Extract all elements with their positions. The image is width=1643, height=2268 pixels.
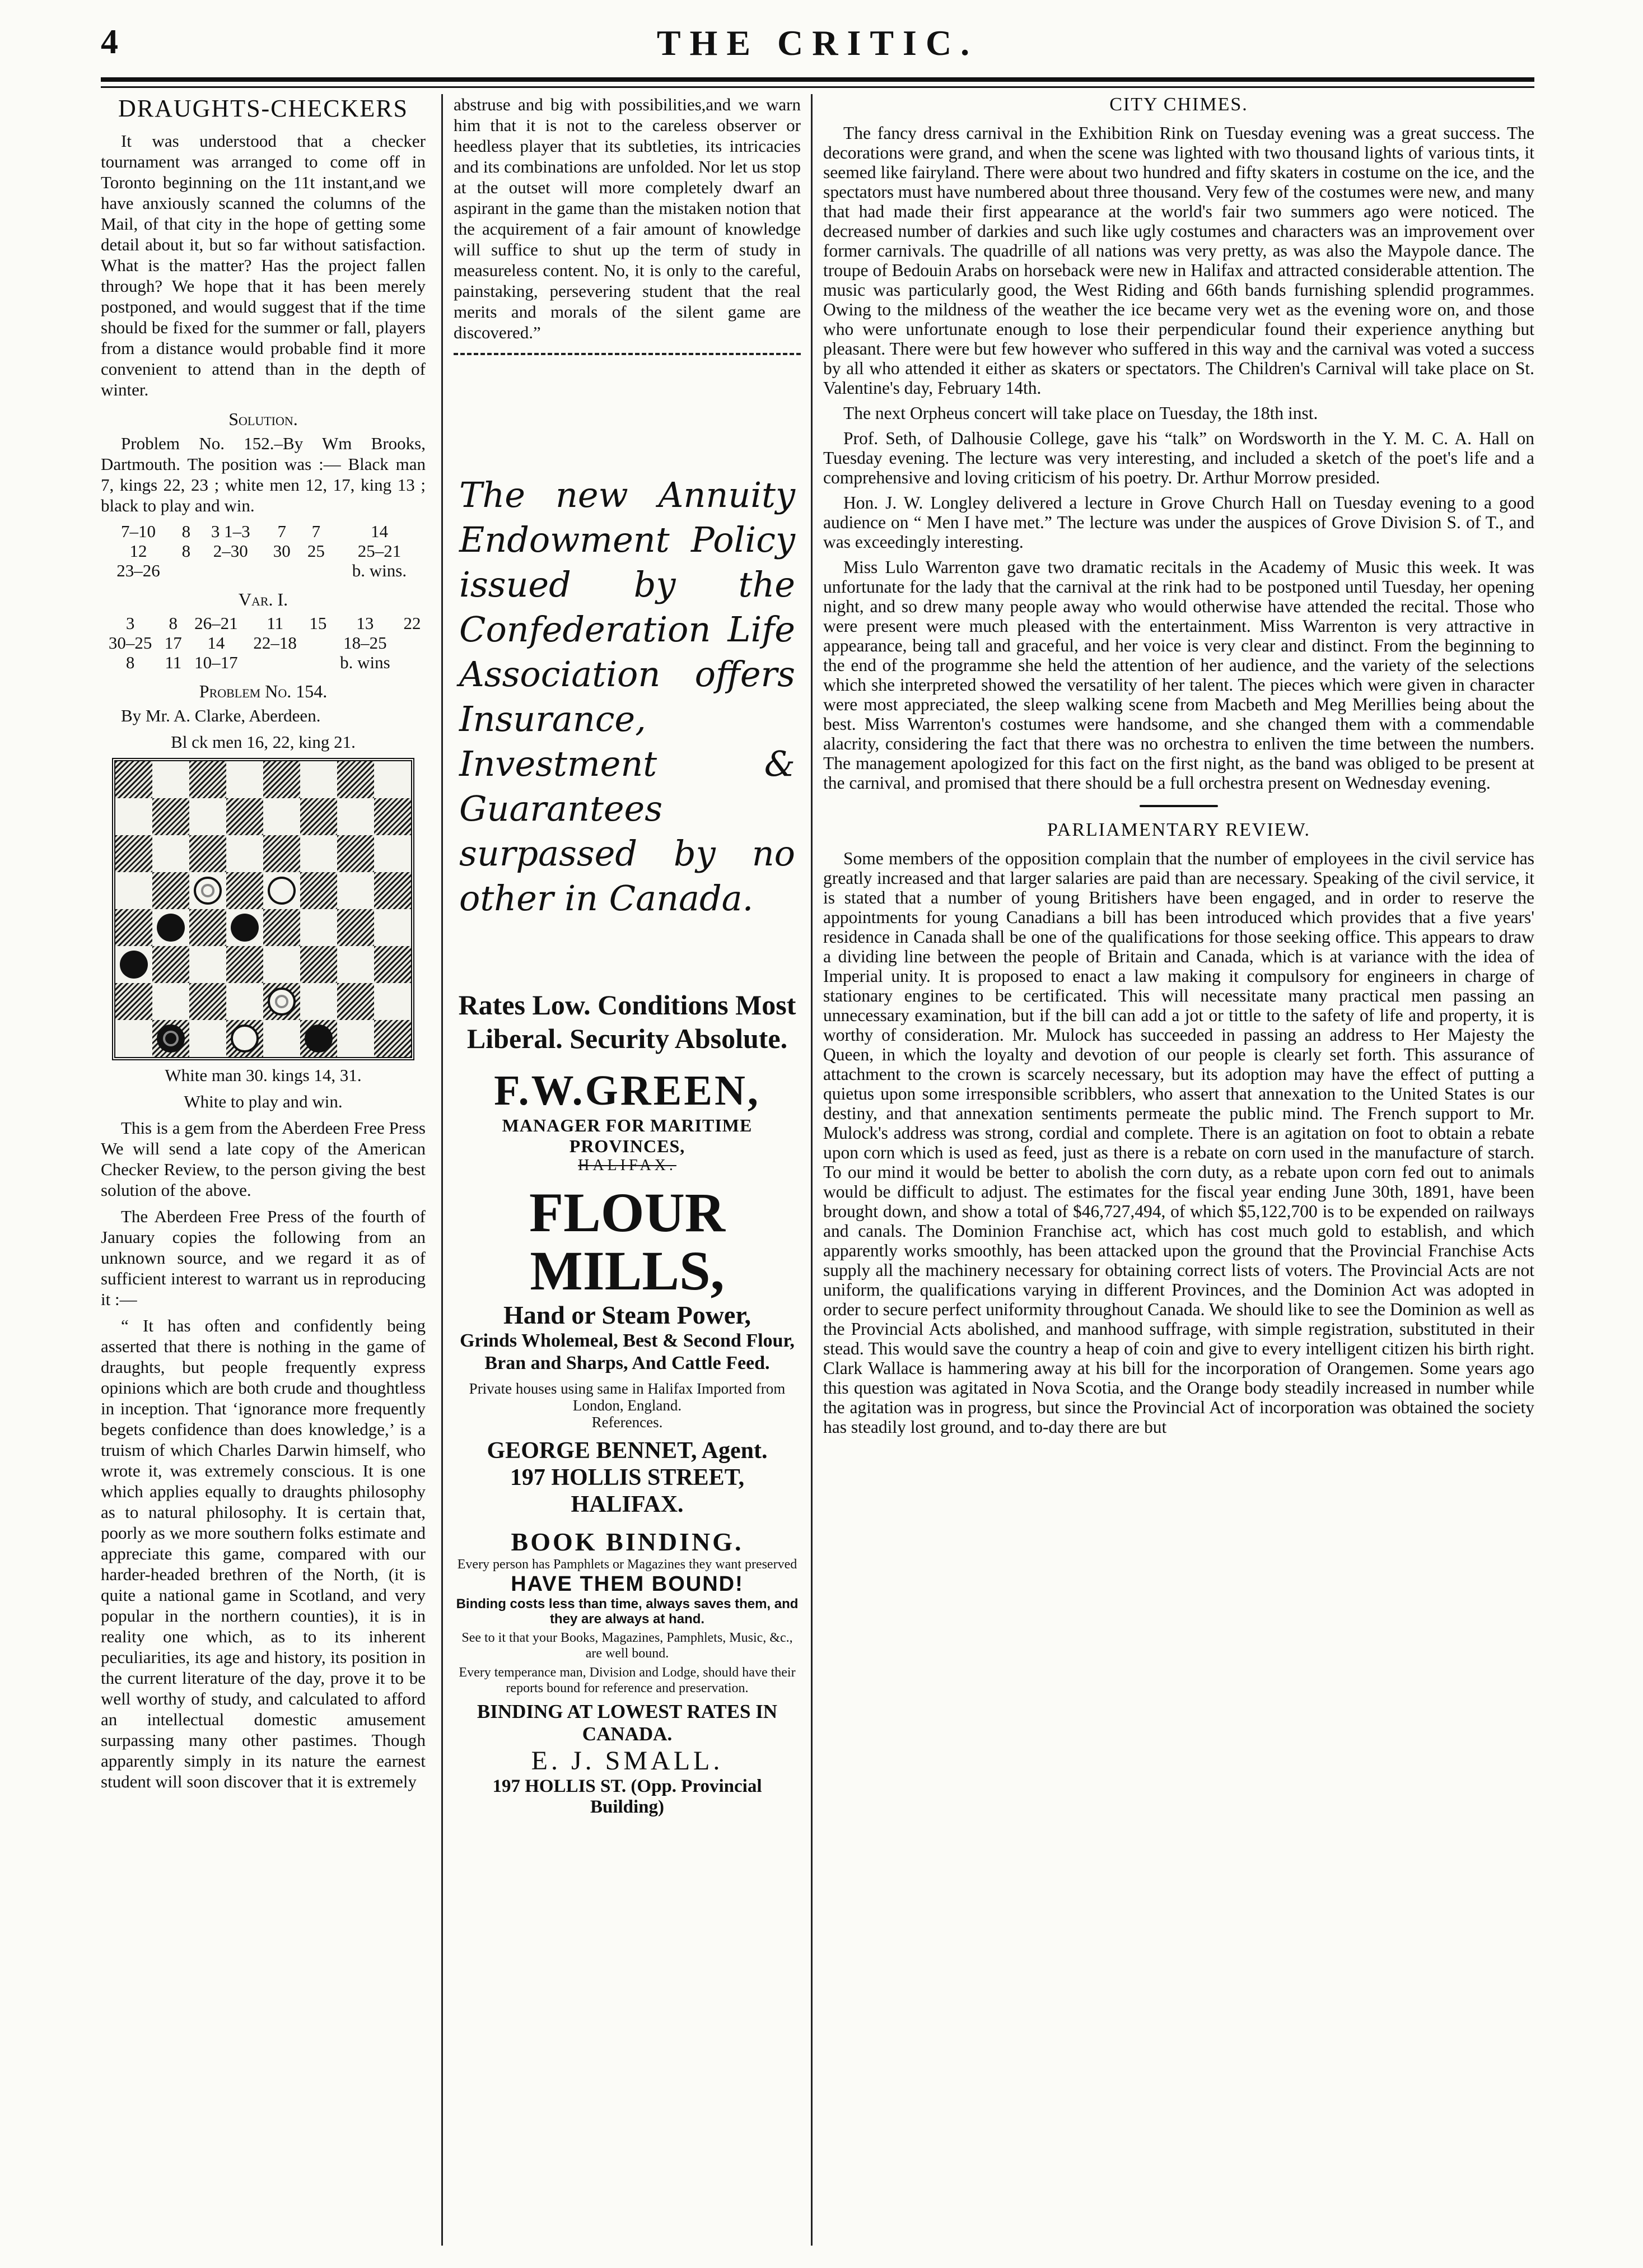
board-square xyxy=(115,761,152,798)
board-square xyxy=(226,835,263,872)
binding-name: E. J. SMALL. xyxy=(531,1746,724,1776)
board-square xyxy=(115,1020,152,1057)
move-cell: 22–18 xyxy=(253,633,297,653)
problem-154-play: White to play and win. xyxy=(184,1092,343,1111)
annuity-ad: The new Annuity Endowment Policy issued by the Confederation Life Association offers Insurance, Investment & Guarantees surpassed by no other in Canada. xyxy=(459,474,795,919)
solution-moves xyxy=(101,521,426,580)
board-square xyxy=(337,1020,374,1057)
draughts-quote-continued: abstruse and big with possibilities,and we warn him that it is not to the careless observer or heedless player that its subtleties, its intricacies and its combinations are unfolded. Nor let us stop at the outset will more completely dwarf an aspirant in the game than the mistaken notion that the acquirement of a fair amount of knowledge will suffice to shut up the term of study in measureless content. No, it is only to the careful, painstaking, persevering student that the real merits and morals of the silent game are discovered.” xyxy=(454,95,801,342)
move-cell: 17 xyxy=(164,633,182,653)
flour-mills-houses: Private houses using same in Halifax Imported from London, England. xyxy=(469,1380,786,1414)
board-square xyxy=(189,761,226,798)
solution-heading: Solution. xyxy=(228,409,298,429)
board-square xyxy=(152,1020,189,1057)
problem-154-black: Bl ck men 16, 22, king 21. xyxy=(171,732,356,752)
move-cell: 8 xyxy=(169,613,178,633)
board-square xyxy=(189,798,226,835)
section-heading-parliament: PARLIAMENTARY REVIEW. xyxy=(1047,819,1310,840)
move-cell: 3 1–3 xyxy=(211,521,250,541)
move-cell: 7–10 xyxy=(120,521,156,541)
move-cell: 7 xyxy=(277,521,286,541)
board-square xyxy=(115,983,152,1020)
problem-152: Problem No. 152.–By Wm Brooks, Dartmouth. The position was :— Black man 7, kings 22, 23 ; white men 12, 17, king 13 ; black to play and win. xyxy=(101,434,426,515)
move-cell xyxy=(305,633,332,653)
binding-address: 197 HOLLIS ST. (Opp. Provincial Building) xyxy=(492,1776,762,1817)
board-square xyxy=(115,872,152,909)
move-cell: 3 xyxy=(125,613,135,633)
section-heading-city-chimes: CITY CHIMES. xyxy=(1109,94,1248,115)
move-cell: 12 xyxy=(129,541,147,561)
checker-king-piece xyxy=(268,988,296,1016)
board-square xyxy=(263,761,300,798)
binding-see: See to it that your Books, Magazines, Pamphlets, Music, &c., are well bound. xyxy=(461,1631,793,1661)
board-square xyxy=(226,872,263,909)
move-cell: 14 xyxy=(370,521,388,541)
city-carnival: The fancy dress carnival in the Exhibition Rink on Tuesday evening was a great success. The decorations were grand, and when the scene was lighted with two thousand lights of various tints, it seemed like fairyland. There were about two hundred and fifty skaters in costume on the ice, and the spectators must have numbered about three thousand. Very few of the costumes were new, and many that had made their first appearance at the world's fair two summers ago were noticed. The decreased number of darkies and such like ugly costumes and characters was an improvement over former carnivals. The quadrille of all nations was very pretty, as was also the Maypole dance. The troupe of Bedouin Arabs on horseback were new in Halifax and attracted considerable attention. The music was particularly good, the West Riding and 66th bands furnishing splendid programmes. Owing to the mildness of the weather the ice became very wet as the evening wore on, and those who were unfortunate enough to lose their perpendicular found their experience anything but pleasant. There were but few however who suffered in this way and the carnival was voted a success by all who attended it either as skaters or spectators. The Children's Carnival will take place on St. Valentine's day, February 14th. xyxy=(823,123,1534,398)
board-square xyxy=(263,872,300,909)
board-square xyxy=(374,835,411,872)
board-square xyxy=(263,946,300,983)
move-cell: 8 xyxy=(125,653,135,672)
insurance-ad xyxy=(454,988,801,1175)
board-square xyxy=(115,798,152,835)
board-square xyxy=(152,872,189,909)
move-cell: 18–25 xyxy=(343,633,387,653)
checker-piece xyxy=(120,951,148,979)
checker-king-piece xyxy=(157,1024,185,1052)
board-square xyxy=(374,798,411,835)
problem-154-white: White man 30. kings 14, 31. xyxy=(165,1065,362,1085)
moves-row xyxy=(101,653,426,672)
board-square xyxy=(263,983,300,1020)
checker-piece xyxy=(231,914,259,942)
board-square xyxy=(226,761,263,798)
move-cell: 11 xyxy=(165,653,182,672)
column-draughts xyxy=(101,94,426,2246)
binding-lowest-rates: BINDING AT LOWEST RATES IN CANADA. xyxy=(477,1701,778,1745)
move-cell: 15 xyxy=(309,613,327,633)
book-binding-sub: Every person has Pamphlets or Magazines they want preserved xyxy=(457,1557,797,1572)
board-square xyxy=(300,798,337,835)
board-square xyxy=(115,909,152,946)
move-cell: 11 xyxy=(267,613,284,633)
board-square xyxy=(337,798,374,835)
variation-moves xyxy=(101,613,426,672)
board-square xyxy=(374,872,411,909)
board-square xyxy=(152,761,189,798)
agent-name: F.W.GREEN, xyxy=(494,1067,760,1114)
board-square xyxy=(300,1020,337,1057)
board-square xyxy=(152,909,189,946)
column-divider xyxy=(441,94,443,2246)
board-square xyxy=(300,872,337,909)
city-orpheus: The next Orpheus concert will take place on Tuesday, the 18th inst. xyxy=(843,403,1318,423)
move-cell xyxy=(246,653,305,672)
moves-row xyxy=(101,561,426,580)
ornamental-divider xyxy=(1140,805,1218,807)
checker-piece xyxy=(231,1024,259,1052)
parliament-review: Some members of the opposition complain that the number of employees in the civil service has greatly increased and that larger salaries are paid than are necessary. Speaking of the civil service, it is stated that a number of young Britishers have been engaged, and in order to reserve the appointments for young Canadians a bill has been introduced which provides that a five years' residence in Canada shall be one of the qualifications for those seeking office. This appears to draw a dividing line between the people of Britain and Canada, which is at variance with the idea of Imperial unity. It is proposed to enact a law making it compulsory for engineers in charge of stationary engines to be certificated. This will necessitate many practical men passing an unnecessary examination, but if the bill can add a jot or tittle to the safety of life and property, it is worthy of consideration. Mr. Mulock has succeeded in passing an address to Her Majesty the Queen, in which the loyalty and devotion of our people is clearly set forth. This assurance of attachment to the crown is scarcely necessary, but its adoption may have the effect of putting a quietus upon some irresponsible scribblers, who assert that annexation to the United States is our destiny, and that annexation sentiments permeate the public mind. The French support to Mr. Mulock's address was strong, cordial and complete. There is an agitation on foot to obtain a rebate upon corn which is used as feed, just as there is a rebate on corn used in the manufacture of starch. To our mind it would be better to abolish the corn duty, as a rebate upon corn fed out to animals would be difficult to adjust. The estimates for the fiscal year ending June 30th, 1891, have been brought down, and show a total of $46,727,494, of which $5,122,700 is to be expended on railways and canals. The Dominion Franchise act, which has cost much gold to establish, and which apparently works smoothly, has been attacked upon the ground that the Provincial Franchise Acts supply all the machinery necessary for obtaining correct lists of voters. The Provincial Acts are not uniform, the qualifications varying in different Provinces, and the Dominion Act was adopted in order to secure perfect uniformity throughout Canada. We should like to see the Dominion as well as the Provincial Acts abolished, and manhood suffrage, with simple registration, substituted in their stead. This would save the country a heap of coin and give to every intelligent citizen his birth right. Clark Wallace is hammering away at his bill for the incorporation of Orangemen. Some years ago this question was agitated in Nova Scotia, and the Orange body steadily increased in number while the agitation was in progress, but since the Provincial Act of incorporation was obtained the society has steadily lost ground, and to-day there are but xyxy=(823,849,1534,1437)
board-square xyxy=(189,872,226,909)
flour-mills-power: Hand or Steam Power, xyxy=(503,1301,752,1329)
move-cell: b. wins. xyxy=(352,561,407,580)
board-square xyxy=(152,835,189,872)
column-divider xyxy=(811,94,813,2246)
checker-king-piece xyxy=(194,877,222,905)
board-square xyxy=(374,761,411,798)
section-heading-draughts: DRAUGHTS-CHECKERS xyxy=(118,95,409,122)
binding-temperance: Every temperance man, Division and Lodge, should have their reports bound for reference and preservation. xyxy=(459,1665,796,1696)
board-square xyxy=(374,1020,411,1057)
moves-row xyxy=(101,521,426,541)
book-binding-title: BOOK BINDING. xyxy=(511,1527,744,1556)
variation-heading: Var. I. xyxy=(238,589,288,609)
board-square xyxy=(337,946,374,983)
flour-mills-references: References. xyxy=(591,1414,663,1431)
move-cell: 25 xyxy=(307,541,325,561)
flour-mills-title: FLOUR MILLS, xyxy=(529,1181,725,1302)
flour-mills-ad xyxy=(454,1181,801,1518)
board-square xyxy=(189,1020,226,1057)
board-square xyxy=(300,983,337,1020)
aberdeen-note: The Aberdeen Free Press of the fourth of January copies the following from an unknown source, and we regard it as of sufficient interest to warrant us in reproducing it :— xyxy=(101,1207,426,1309)
move-cell: 14 xyxy=(207,633,225,653)
board-square xyxy=(263,1020,300,1057)
board-square xyxy=(374,983,411,1020)
checker-piece xyxy=(157,914,185,942)
move-cell xyxy=(265,561,299,580)
problem-154-heading: Problem No. 154. xyxy=(199,681,328,701)
board-square xyxy=(189,946,226,983)
board-square xyxy=(152,946,189,983)
column-news xyxy=(823,94,1534,2246)
board-square xyxy=(226,909,263,946)
rates-text: Rates Low. Conditions Most Liberal. Security Absolute. xyxy=(458,989,796,1054)
move-cell: b. wins xyxy=(340,653,390,672)
checker-board xyxy=(112,758,414,1060)
move-cell: 22 xyxy=(403,613,421,633)
checker-piece xyxy=(305,1024,333,1052)
board-square xyxy=(152,798,189,835)
flour-mills-grinds: Grinds Wholemeal, Best & Second Flour, Bran and Sharps, And Cattle Feed. xyxy=(460,1330,795,1373)
board-square xyxy=(115,835,152,872)
move-cell: 8 xyxy=(181,541,191,561)
column-advertisements xyxy=(454,94,801,2246)
board-square xyxy=(226,1020,263,1057)
flour-agent: GEORGE BENNET, Agent. xyxy=(487,1438,768,1464)
board-square xyxy=(189,909,226,946)
move-cell: 10–17 xyxy=(194,653,238,672)
have-them-bound: HAVE THEM BOUND! xyxy=(511,1572,744,1596)
board-square xyxy=(152,983,189,1020)
move-cell: 30–25 xyxy=(108,633,152,653)
move-cell: 26–21 xyxy=(194,613,238,633)
move-cell: 8 xyxy=(181,521,191,541)
moves-row xyxy=(101,613,426,633)
board-square xyxy=(300,761,337,798)
city-longley: Hon. J. W. Longley delivered a lecture in Grove Church Hall on Tuesday evening to a good audience on “ Men I have met.” The lecture was under the auspices of Grove Division S. of T., and was exceedingly interesting. xyxy=(823,493,1534,552)
board-square xyxy=(300,946,337,983)
moves-row xyxy=(101,633,426,653)
moves-row xyxy=(101,541,426,561)
move-cell xyxy=(299,561,333,580)
board-square xyxy=(226,983,263,1020)
page-number: 4 xyxy=(101,23,118,61)
board-square xyxy=(300,909,337,946)
board-square xyxy=(189,983,226,1020)
board-square xyxy=(337,761,374,798)
manager-title: MANAGER FOR MARITIME PROVINCES, xyxy=(502,1115,753,1156)
city-warrenton: Miss Lulo Warrenton gave two dramatic recitals in the Academy of Music this week. It was unfortunate for the lady that the carnival at the rink had to be postponed until Tuesday, her opening night, and so drew many people away who would otherwise have attended the recital. Those who were present were much pleased with the entertainment. Miss Warrenton is very attractive in appearance, being tall and graceful, and her voice is very clear and distinct. From the beginning to the end of the programme she held the attention of her audience, and the variety of the selections which she interpreted showed the versatility of her talent. The pieces which were given in character were most appreciated, the sleep walking scene from Macbeth and Meg Merillies being about the best. Miss Warrenton's costumes were handsome, and she changed them with a commendable alacrity, considering the fact that there was no orchestra to enliven the time between the numbers. The management apologized for this fact on the first night, as the band was obliged to be present at the carnival, and promised that there should be a full orchestra present on Wednesday evening. xyxy=(823,557,1534,793)
move-cell xyxy=(399,633,426,653)
move-cell: 2–30 xyxy=(213,541,248,561)
section-divider xyxy=(454,353,801,355)
masthead-rule xyxy=(101,77,1534,82)
board-square xyxy=(189,835,226,872)
board-square xyxy=(226,946,263,983)
masthead-title: THE CRITIC. xyxy=(656,23,979,63)
draughts-intro: It was understood that a checker tournament was arranged to come off in Toronto beginning on the 11t instant,and we have anxiously scanned the columns of the Mail, of that city in the hope of getting some detail about it, but so far without satisfaction. What is the matter? Has the project fallen through? We hope that it has been merely postponed, and would suggest that if the time should be fixed for the summer or fall, players from a distance would probable find it more convenient to attend than in the depth of winter. xyxy=(101,131,426,399)
board-square xyxy=(263,798,300,835)
checker-piece xyxy=(268,877,296,905)
board-square xyxy=(263,909,300,946)
move-cell: 23–26 xyxy=(116,561,160,580)
board-square xyxy=(374,946,411,983)
board-square xyxy=(337,983,374,1020)
move-cell: 25–21 xyxy=(357,541,402,561)
draughts-quote: “ It has often and confidently being asserted that there is nothing in the game of draughts, but people frequently express opinions which are both crude and thoughtless in inception. That ‘ignorance more frequently begets confidence than does knowledge,’ is a truism of which Charles Darwin himself, who wrote it, was extremely conscious. It is one which applies equally to draughts philosophy as to natural philosophy. It is certain that, poorly as we more southern folks estimate and appreciate this game, compared with our harder-headed brethren of the North, (it is quite a national game in Scotland, and very popular in the northern counties), it is in reality one which, as to its inherent peculiarities, its age and history, its position in the current literature of the day, prove it to be well worthy of study, and calculated to afford an intellectual domestic amusement surpassing many other pastimes. Though apparently simply in its nature the earnest student will soon discover that it is extremely xyxy=(101,1316,426,1791)
board-square xyxy=(374,909,411,946)
move-cell: 13 xyxy=(356,613,374,633)
move-cell xyxy=(399,653,426,672)
board-square xyxy=(300,835,337,872)
masthead xyxy=(101,22,1534,73)
agent-city: HALIFAX. xyxy=(578,1157,676,1174)
move-cell xyxy=(176,561,197,580)
masthead-rule-thin xyxy=(101,86,1534,88)
board-square xyxy=(337,835,374,872)
board-square xyxy=(337,872,374,909)
move-cell: 30 xyxy=(273,541,291,561)
move-cell xyxy=(305,653,332,672)
board-square xyxy=(115,946,152,983)
binding-cost: Binding costs less than time, always saves them, and they are always at hand. xyxy=(456,1596,799,1627)
problem-154-author: By Mr. A. Clarke, Aberdeen. xyxy=(121,706,321,725)
board-square xyxy=(226,798,263,835)
city-seth: Prof. Seth, of Dalhousie College, gave his “talk” on Wordsworth in the Y. M. C. A. Hall on Tuesday evening. The lecture was very interesting, and included a sketch of the poet's life and a comprehensive and loving criticism of his poetry. Dr. Arthur Morrow presided. xyxy=(823,429,1534,487)
book-binding-ad xyxy=(454,1527,801,1818)
move-cell: 7 xyxy=(311,521,321,541)
flour-agent-address: 197 HOLLIS STREET, HALIFAX. xyxy=(510,1465,745,1517)
board-square xyxy=(337,909,374,946)
move-cell xyxy=(197,561,265,580)
gem-note: This is a gem from the Aberdeen Free Press We will send a late copy of the American Checker Review, to the person giving the best solution of the above. xyxy=(101,1118,426,1200)
board-square xyxy=(263,835,300,872)
